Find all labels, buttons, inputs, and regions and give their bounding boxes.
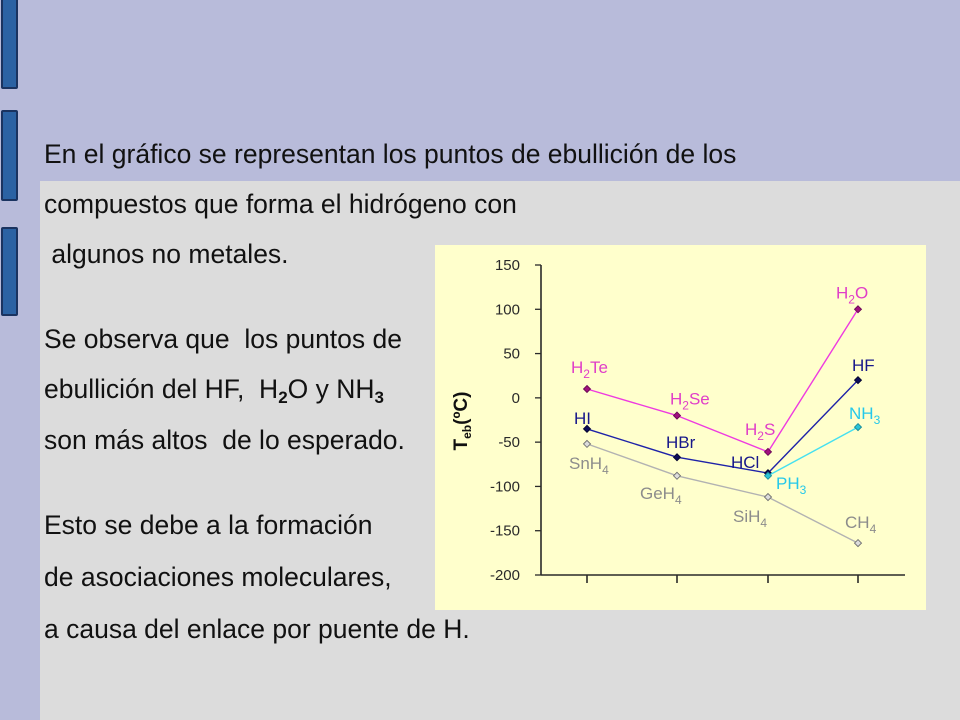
chart-series [584,306,862,547]
point-label [733,507,767,530]
point-label-subscript: 3 [799,482,807,497]
point-label-text: HI [574,408,591,428]
boiling-point-chart [435,245,926,610]
data-point [855,424,862,431]
point-label-text: H [836,283,849,303]
point-label [731,453,759,472]
point-label-text: O [854,283,869,303]
point-label [845,513,877,536]
point-label-subscript: 3 [873,413,881,428]
data-point [855,540,862,547]
observation-line-3: son más altos de lo esperado. [44,425,405,455]
data-point [584,440,591,447]
explanation-line-2: de asociaciones moleculares, [44,562,392,592]
y-axis-label-subscript: eb [460,424,474,439]
observation-line-1: Se observa que los puntos de [44,324,402,354]
point-label [569,454,609,477]
series-line [587,309,858,452]
data-point [584,386,591,393]
y-axis-label [451,392,474,451]
point-label-text: HCl [731,453,760,473]
point-label [670,390,710,413]
intro-line-1: En el gráfico se representan los puntos de ebullición de los [44,139,737,169]
data-point [855,306,862,313]
observation-text: O y NH [287,374,375,404]
y-axis-label-symbol: T [451,438,472,451]
point-label [776,474,807,497]
data-point [765,494,772,501]
point-label [745,420,775,443]
point-label-text: H [571,358,584,377]
y-tick-label: 0 [511,389,520,407]
y-tick-label: 50 [503,345,520,363]
chart-canvas [435,245,926,610]
y-tick-label: -150 [489,522,520,540]
intro-line-3: algunos no metales. [44,239,289,269]
data-point [674,472,681,479]
point-label-subscript: 4 [602,462,609,477]
subscript: 2 [278,388,288,407]
point-label-subscript: 2 [848,292,855,307]
point-label [574,409,591,428]
point-label-text: HF [852,356,875,376]
explanation-line-1: Esto se debe a la formación [44,510,373,540]
side-accent-bar [1,0,18,89]
point-label-subscript: 2 [757,428,764,443]
side-accent-bar [1,110,18,201]
point-label-text: SiH [733,507,761,527]
data-point [674,454,681,461]
observation-line-2 [44,374,385,407]
side-accent-bar [1,227,18,316]
point-label [640,484,682,507]
subscript: 3 [374,388,385,407]
point-label [571,358,608,381]
y-tick-label: 100 [494,301,520,319]
point-label-text: H [670,389,683,409]
point-label-text: SnH [569,453,603,473]
point-label-subscript: 4 [869,522,877,537]
point-label [852,356,875,375]
data-point [674,412,681,419]
point-label-text: CH [845,513,870,533]
point-label-text: NH [849,404,874,424]
point-label-subscript: 2 [583,367,590,381]
point-label-text: Se [688,389,710,409]
chart-point-labels [569,283,881,536]
point-label [836,283,868,306]
data-point [765,448,772,455]
explanation-line-3: a causa del enlace por puente de H. [44,614,470,644]
point-label [666,433,696,452]
intro-line-2: compuestos que forma el hidrógeno con [44,189,517,219]
point-label-subscript: 4 [674,492,682,507]
point-label-text: PH [776,473,800,493]
point-label-text: S [763,419,776,439]
point-label-text: GeH [640,483,675,503]
observation-text: ebullición del HF, H [44,374,279,404]
point-label [849,404,881,427]
point-label-subscript: 4 [760,516,768,531]
y-tick-label: -200 [489,567,520,584]
series-line [587,380,858,473]
point-label-subscript: 2 [682,398,689,413]
y-axis-label-unit: (ºC) [451,391,472,425]
y-tick-label: 150 [494,257,520,274]
y-tick-label: -100 [489,478,520,496]
point-label-text: H [745,419,758,439]
point-label-text: Te [589,358,608,377]
y-tick-label: -50 [498,434,520,452]
series-line [587,444,858,543]
series-line [768,427,858,476]
point-label-text: HBr [666,433,696,453]
